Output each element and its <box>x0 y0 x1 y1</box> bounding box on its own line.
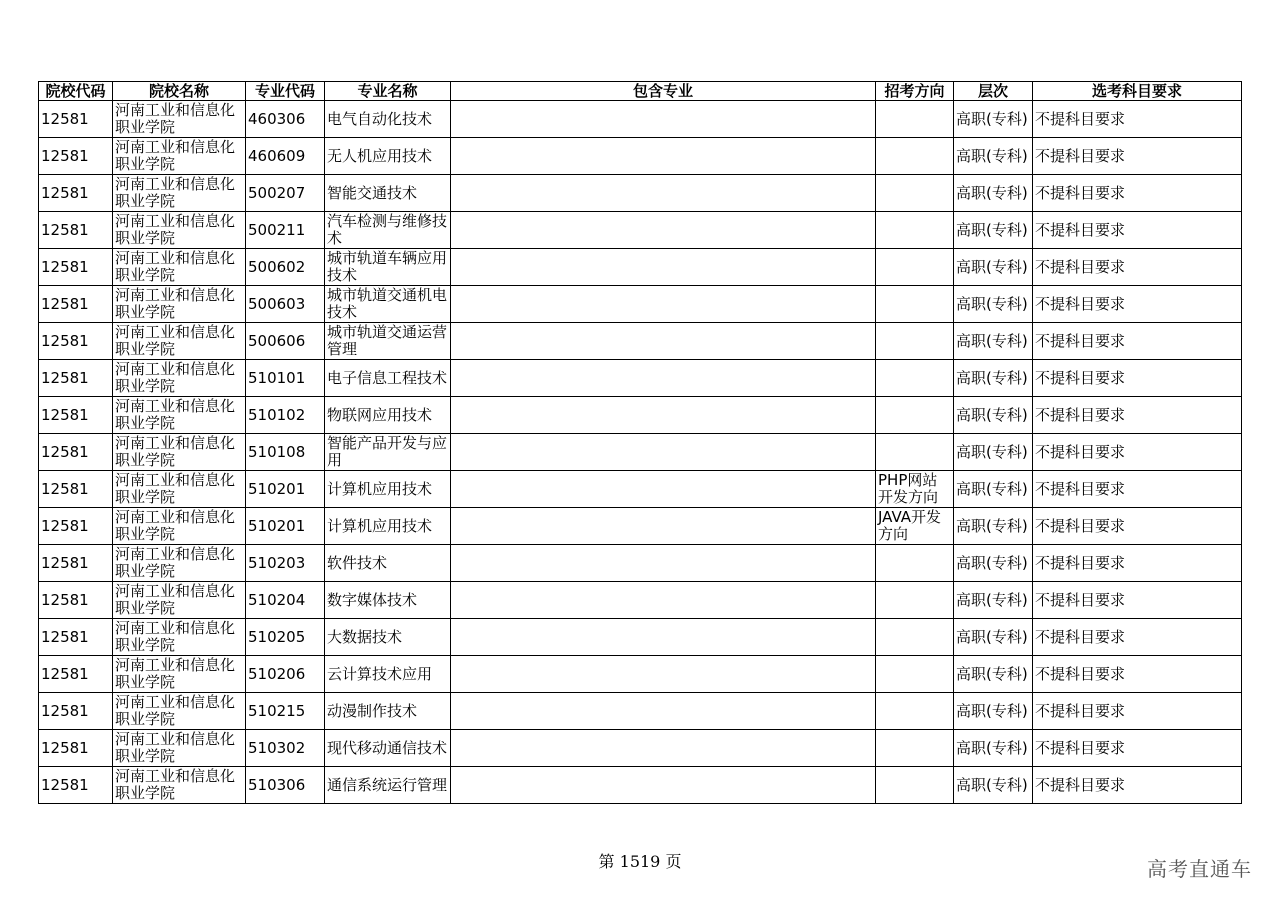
table-row <box>39 656 1242 693</box>
header-level: 层次 <box>954 82 1033 101</box>
cell-direction: JAVA开发方向 <box>876 508 954 545</box>
cell-major-code: 460306 <box>246 101 325 138</box>
cell-major-name: 云计算技术应用 <box>325 656 451 693</box>
cell-subject-requirement: 不提科目要求 <box>1033 138 1242 175</box>
cell-major-name: 数字媒体技术 <box>325 582 451 619</box>
table-row <box>39 767 1242 804</box>
cell-level: 高职(专科) <box>954 434 1033 471</box>
cell-direction <box>876 545 954 582</box>
cell-direction <box>876 397 954 434</box>
cell-direction: PHP网站开发方向 <box>876 471 954 508</box>
cell-direction <box>876 175 954 212</box>
cell-school-code: 12581 <box>39 397 113 434</box>
cell-major-name: 城市轨道车辆应用技术 <box>325 249 451 286</box>
cell-major-code: 510205 <box>246 619 325 656</box>
cell-school-code: 12581 <box>39 619 113 656</box>
cell-included-majors <box>451 101 876 138</box>
cell-major-code: 510302 <box>246 730 325 767</box>
cell-direction <box>876 323 954 360</box>
cell-included-majors <box>451 397 876 434</box>
cell-subject-requirement: 不提科目要求 <box>1033 619 1242 656</box>
cell-included-majors <box>451 360 876 397</box>
header-school-code: 院校代码 <box>39 82 113 101</box>
cell-level: 高职(专科) <box>954 286 1033 323</box>
cell-included-majors <box>451 582 876 619</box>
cell-included-majors <box>451 656 876 693</box>
cell-major-code: 510101 <box>246 360 325 397</box>
cell-major-name: 智能产品开发与应用 <box>325 434 451 471</box>
table-header-row <box>39 82 1242 101</box>
cell-subject-requirement: 不提科目要求 <box>1033 175 1242 212</box>
cell-level: 高职(专科) <box>954 693 1033 730</box>
cell-level: 高职(专科) <box>954 656 1033 693</box>
cell-included-majors <box>451 693 876 730</box>
cell-school-name: 河南工业和信息化职业学院 <box>113 471 246 508</box>
cell-subject-requirement: 不提科目要求 <box>1033 693 1242 730</box>
table-row <box>39 175 1242 212</box>
cell-included-majors <box>451 323 876 360</box>
cell-included-majors <box>451 286 876 323</box>
cell-subject-requirement: 不提科目要求 <box>1033 508 1242 545</box>
cell-direction <box>876 434 954 471</box>
header-school-name: 院校名称 <box>113 82 246 101</box>
table-row <box>39 693 1242 730</box>
cell-subject-requirement: 不提科目要求 <box>1033 249 1242 286</box>
cell-school-name: 河南工业和信息化职业学院 <box>113 249 246 286</box>
cell-subject-requirement: 不提科目要求 <box>1033 212 1242 249</box>
cell-school-code: 12581 <box>39 693 113 730</box>
cell-direction <box>876 656 954 693</box>
table-row <box>39 249 1242 286</box>
cell-school-code: 12581 <box>39 138 113 175</box>
header-subject-requirement: 选考科目要求 <box>1033 82 1242 101</box>
cell-included-majors <box>451 545 876 582</box>
cell-direction <box>876 767 954 804</box>
header-included-majors: 包含专业 <box>451 82 876 101</box>
table-row <box>39 434 1242 471</box>
cell-school-name: 河南工业和信息化职业学院 <box>113 138 246 175</box>
cell-level: 高职(专科) <box>954 767 1033 804</box>
cell-level: 高职(专科) <box>954 730 1033 767</box>
cell-school-name: 河南工业和信息化职业学院 <box>113 582 246 619</box>
cell-direction <box>876 138 954 175</box>
cell-major-code: 460609 <box>246 138 325 175</box>
cell-school-code: 12581 <box>39 471 113 508</box>
table-row <box>39 323 1242 360</box>
table-row <box>39 619 1242 656</box>
table-row <box>39 360 1242 397</box>
cell-major-name: 物联网应用技术 <box>325 397 451 434</box>
header-direction: 招考方向 <box>876 82 954 101</box>
cell-included-majors <box>451 619 876 656</box>
cell-level: 高职(专科) <box>954 397 1033 434</box>
cell-subject-requirement: 不提科目要求 <box>1033 323 1242 360</box>
cell-level: 高职(专科) <box>954 545 1033 582</box>
cell-major-name: 通信系统运行管理 <box>325 767 451 804</box>
cell-school-code: 12581 <box>39 508 113 545</box>
cell-school-name: 河南工业和信息化职业学院 <box>113 656 246 693</box>
cell-major-code: 510204 <box>246 582 325 619</box>
cell-school-code: 12581 <box>39 582 113 619</box>
cell-subject-requirement: 不提科目要求 <box>1033 767 1242 804</box>
cell-school-name: 河南工业和信息化职业学院 <box>113 767 246 804</box>
cell-level: 高职(专科) <box>954 471 1033 508</box>
cell-direction <box>876 360 954 397</box>
cell-school-code: 12581 <box>39 101 113 138</box>
cell-school-name: 河南工业和信息化职业学院 <box>113 323 246 360</box>
cell-major-code: 510206 <box>246 656 325 693</box>
table-row <box>39 582 1242 619</box>
cell-major-code: 510201 <box>246 508 325 545</box>
cell-major-name: 电子信息工程技术 <box>325 360 451 397</box>
cell-included-majors <box>451 138 876 175</box>
cell-major-name: 电气自动化技术 <box>325 101 451 138</box>
cell-school-code: 12581 <box>39 434 113 471</box>
cell-major-name: 现代移动通信技术 <box>325 730 451 767</box>
cell-school-name: 河南工业和信息化职业学院 <box>113 434 246 471</box>
cell-direction <box>876 286 954 323</box>
table-row <box>39 471 1242 508</box>
cell-major-name: 无人机应用技术 <box>325 138 451 175</box>
cell-level: 高职(专科) <box>954 138 1033 175</box>
cell-included-majors <box>451 730 876 767</box>
cell-included-majors <box>451 249 876 286</box>
cell-major-code: 510203 <box>246 545 325 582</box>
cell-school-name: 河南工业和信息化职业学院 <box>113 730 246 767</box>
cell-major-name: 汽车检测与维修技术 <box>325 212 451 249</box>
cell-school-name: 河南工业和信息化职业学院 <box>113 397 246 434</box>
cell-school-name: 河南工业和信息化职业学院 <box>113 175 246 212</box>
cell-level: 高职(专科) <box>954 508 1033 545</box>
cell-subject-requirement: 不提科目要求 <box>1033 101 1242 138</box>
cell-direction <box>876 212 954 249</box>
cell-school-code: 12581 <box>39 730 113 767</box>
table-body <box>39 101 1242 804</box>
cell-school-code: 12581 <box>39 286 113 323</box>
cell-school-code: 12581 <box>39 656 113 693</box>
cell-major-code: 500211 <box>246 212 325 249</box>
cell-level: 高职(专科) <box>954 619 1033 656</box>
cell-school-name: 河南工业和信息化职业学院 <box>113 545 246 582</box>
cell-level: 高职(专科) <box>954 212 1033 249</box>
cell-subject-requirement: 不提科目要求 <box>1033 434 1242 471</box>
cell-school-name: 河南工业和信息化职业学院 <box>113 619 246 656</box>
cell-direction <box>876 101 954 138</box>
cell-included-majors <box>451 434 876 471</box>
cell-direction <box>876 693 954 730</box>
cell-school-name: 河南工业和信息化职业学院 <box>113 101 246 138</box>
cell-major-name: 计算机应用技术 <box>325 508 451 545</box>
cell-major-code: 500603 <box>246 286 325 323</box>
page-number: 第 1519 页 <box>598 852 682 871</box>
cell-level: 高职(专科) <box>954 249 1033 286</box>
cell-included-majors <box>451 767 876 804</box>
cell-major-name: 智能交通技术 <box>325 175 451 212</box>
cell-subject-requirement: 不提科目要求 <box>1033 656 1242 693</box>
table-row <box>39 397 1242 434</box>
cell-subject-requirement: 不提科目要求 <box>1033 730 1242 767</box>
cell-major-code: 510306 <box>246 767 325 804</box>
cell-school-code: 12581 <box>39 767 113 804</box>
cell-school-name: 河南工业和信息化职业学院 <box>113 508 246 545</box>
cell-subject-requirement: 不提科目要求 <box>1033 471 1242 508</box>
cell-school-name: 河南工业和信息化职业学院 <box>113 693 246 730</box>
cell-included-majors <box>451 508 876 545</box>
cell-major-name: 动漫制作技术 <box>325 693 451 730</box>
cell-major-name: 大数据技术 <box>325 619 451 656</box>
cell-major-name: 计算机应用技术 <box>325 471 451 508</box>
table-row <box>39 212 1242 249</box>
cell-major-code: 510102 <box>246 397 325 434</box>
cell-school-code: 12581 <box>39 175 113 212</box>
cell-school-code: 12581 <box>39 323 113 360</box>
cell-major-name: 城市轨道交通机电技术 <box>325 286 451 323</box>
cell-subject-requirement: 不提科目要求 <box>1033 582 1242 619</box>
cell-direction <box>876 730 954 767</box>
cell-direction <box>876 582 954 619</box>
cell-subject-requirement: 不提科目要求 <box>1033 286 1242 323</box>
cell-major-code: 500602 <box>246 249 325 286</box>
table-row <box>39 508 1242 545</box>
table-row <box>39 101 1242 138</box>
table-row <box>39 545 1242 582</box>
cell-level: 高职(专科) <box>954 323 1033 360</box>
cell-major-code: 510108 <box>246 434 325 471</box>
cell-school-code: 12581 <box>39 249 113 286</box>
cell-level: 高职(专科) <box>954 360 1033 397</box>
cell-level: 高职(专科) <box>954 175 1033 212</box>
cell-major-code: 500207 <box>246 175 325 212</box>
cell-school-name: 河南工业和信息化职业学院 <box>113 286 246 323</box>
cell-major-name: 城市轨道交通运营管理 <box>325 323 451 360</box>
cell-school-code: 12581 <box>39 545 113 582</box>
cell-direction <box>876 249 954 286</box>
header-major-name: 专业名称 <box>325 82 451 101</box>
table-row <box>39 730 1242 767</box>
cell-level: 高职(专科) <box>954 101 1033 138</box>
table-row <box>39 138 1242 175</box>
cell-major-code: 510201 <box>246 471 325 508</box>
cell-subject-requirement: 不提科目要求 <box>1033 397 1242 434</box>
cell-school-code: 12581 <box>39 360 113 397</box>
cell-level: 高职(专科) <box>954 582 1033 619</box>
cell-major-code: 510215 <box>246 693 325 730</box>
cell-school-name: 河南工业和信息化职业学院 <box>113 360 246 397</box>
cell-school-name: 河南工业和信息化职业学院 <box>113 212 246 249</box>
cell-major-name: 软件技术 <box>325 545 451 582</box>
table-row <box>39 286 1242 323</box>
cell-direction <box>876 619 954 656</box>
header-major-code: 专业代码 <box>246 82 325 101</box>
cell-included-majors <box>451 471 876 508</box>
cell-subject-requirement: 不提科目要求 <box>1033 360 1242 397</box>
admissions-table <box>38 81 1242 804</box>
watermark-logo-text: 高考直通车 <box>1147 857 1252 881</box>
cell-major-code: 500606 <box>246 323 325 360</box>
cell-included-majors <box>451 212 876 249</box>
cell-subject-requirement: 不提科目要求 <box>1033 545 1242 582</box>
cell-school-code: 12581 <box>39 212 113 249</box>
cell-included-majors <box>451 175 876 212</box>
